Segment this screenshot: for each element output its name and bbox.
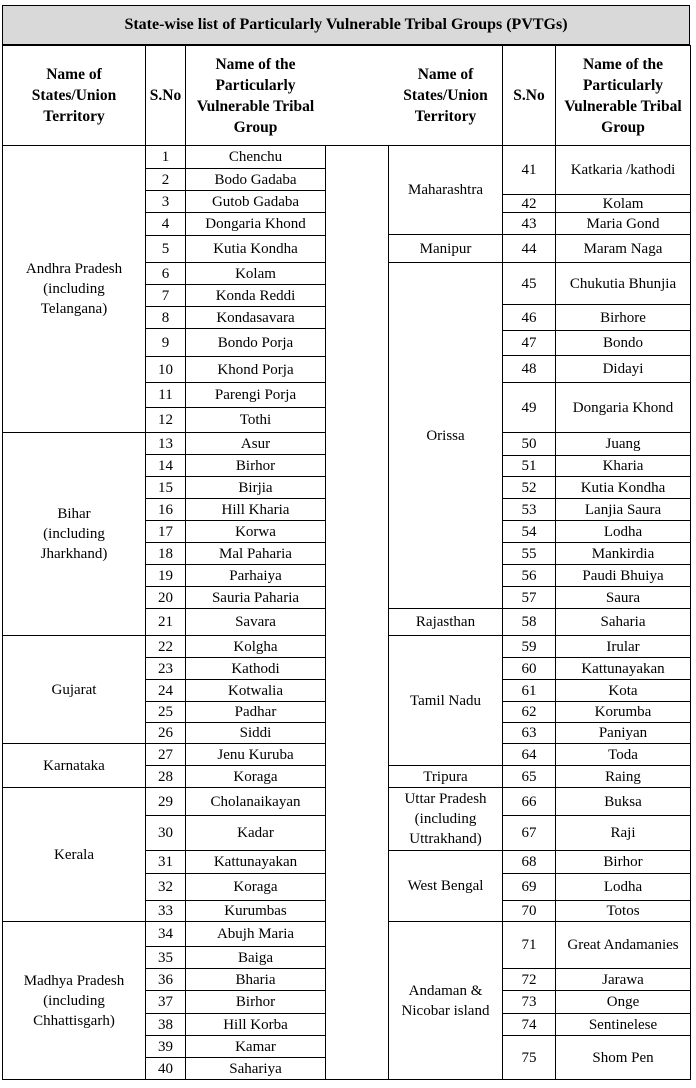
serial-number: 54 [502, 520, 556, 543]
tribal-group-name: Buksa [555, 787, 691, 816]
right-state-name: Manipur [388, 234, 503, 263]
serial-number: 19 [145, 564, 186, 587]
serial-number: 7 [145, 284, 186, 307]
serial-number: 23 [145, 657, 186, 680]
tribal-group-name: Kurumbas [185, 900, 326, 922]
serial-number: 39 [145, 1035, 186, 1058]
serial-number: 29 [145, 787, 186, 816]
serial-number: 12 [145, 407, 186, 433]
tribal-group-name: Birhor [555, 850, 691, 874]
tribal-group-name: Kutia Kondha [555, 476, 691, 499]
tribal-group-name: Paudi Bhuiya [555, 564, 691, 587]
tribal-group-name: Koraga [185, 765, 326, 788]
serial-number: 13 [145, 432, 186, 455]
tribal-group-name: Birjia [185, 476, 326, 499]
tribal-group-name: Lodha [555, 873, 691, 901]
tribal-group-name: Asur [185, 432, 326, 455]
serial-number: 10 [145, 356, 186, 383]
tribal-group-name: Kadar [185, 815, 326, 851]
right-state-name: Rajasthan [388, 608, 503, 636]
left-state-name: Madhya Pradesh (including Chhattisgarh) [2, 921, 146, 1080]
serial-number: 42 [502, 194, 556, 213]
tribal-group-name: Kota [555, 679, 691, 702]
left-state-name: Bihar (including Jharkhand) [2, 432, 146, 636]
serial-number: 47 [502, 330, 556, 356]
serial-number: 25 [145, 701, 186, 723]
tribal-group-name: Saharia [555, 608, 691, 636]
tribal-group-name: Maram Naga [555, 234, 691, 263]
serial-number: 32 [145, 873, 186, 901]
serial-number: 30 [145, 815, 186, 851]
serial-number: 21 [145, 608, 186, 636]
serial-number: 3 [145, 190, 186, 213]
serial-number: 8 [145, 306, 186, 329]
tribal-group-name: Korumba [555, 701, 691, 723]
serial-number: 52 [502, 476, 556, 499]
tribal-group-name: Kamar [185, 1035, 326, 1058]
tribal-group-name: Jenu Kuruba [185, 743, 326, 766]
tribal-group-name: Sentinelese [555, 1013, 691, 1036]
serial-number: 51 [502, 455, 556, 477]
serial-number: 63 [502, 722, 556, 744]
serial-number: 62 [502, 701, 556, 723]
serial-number: 74 [502, 1013, 556, 1036]
tribal-group-name: Great Andamanies [555, 921, 691, 969]
tribal-group-name: Saura [555, 586, 691, 609]
serial-number: 40 [145, 1057, 186, 1080]
tribal-group-name: Lodha [555, 520, 691, 543]
serial-number: 31 [145, 850, 186, 874]
serial-number: 17 [145, 520, 186, 543]
right-state-name: Tripura [388, 765, 503, 788]
right-header-group: Name of the Particularly Vulnerable Tribal Group [555, 45, 691, 146]
tribal-group-name: Birhor [185, 990, 326, 1014]
tribal-group-name: Kathodi [185, 657, 326, 680]
serial-number: 48 [502, 355, 556, 383]
left-header-group: Name of the Particularly Vulnerable Tribal Group [185, 45, 326, 146]
serial-number: 58 [502, 608, 556, 636]
tribal-group-name: Kattunayakan [555, 657, 691, 680]
tribal-group-name: Katkaria /kathodi [555, 145, 691, 195]
tribal-group-name: Padhar [185, 701, 326, 723]
tribal-group-name: Kolam [185, 262, 326, 285]
tribal-group-name: Juang [555, 432, 691, 456]
serial-number: 49 [502, 382, 556, 433]
tribal-group-name: Abujh Maria [185, 921, 326, 947]
right-state-name: West Bengal [388, 850, 503, 922]
serial-number: 38 [145, 1013, 186, 1036]
right-header-state: Name of States/Union Territory [388, 45, 503, 146]
serial-number: 36 [145, 968, 186, 991]
tribal-group-name: Dongaria Khond [185, 212, 326, 236]
tribal-group-name: Toda [555, 743, 691, 766]
tribal-group-name: Bondo [555, 330, 691, 356]
tribal-group-name: Bondo Porja [185, 328, 326, 357]
tribal-group-name: Parengi Porja [185, 382, 326, 408]
serial-number: 28 [145, 765, 186, 788]
tribal-group-name: Koraga [185, 873, 326, 901]
right-state-name: Andaman & Nicobar island [388, 921, 503, 1080]
serial-number: 60 [502, 657, 556, 680]
serial-number: 72 [502, 968, 556, 991]
tribal-group-name: Paniyan [555, 722, 691, 744]
serial-number: 45 [502, 262, 556, 305]
tribal-group-name: Cholanaikayan [185, 787, 326, 816]
tribal-group-name: Mankirdia [555, 542, 691, 565]
tribal-group-name: Sahariya [185, 1057, 326, 1080]
serial-number: 33 [145, 900, 186, 922]
tribal-group-name: Raji [555, 815, 691, 851]
tribal-group-name: Shom Pen [555, 1035, 691, 1080]
serial-number: 59 [502, 635, 556, 658]
tribal-group-name: Chukutia Bhunjia [555, 262, 691, 305]
serial-number: 2 [145, 168, 186, 191]
tribal-group-name: Chenchu [185, 145, 326, 169]
tribal-group-name: Bharia [185, 968, 326, 991]
serial-number: 69 [502, 873, 556, 901]
tribal-group-name: Bodo Gadaba [185, 168, 326, 191]
right-state-name: Maharashtra [388, 145, 503, 235]
gap-header [325, 45, 389, 146]
tribal-group-name: Tothi [185, 407, 326, 433]
tribal-group-name: Kondasavara [185, 306, 326, 329]
tribal-group-name: Sauria Paharia [185, 586, 326, 609]
serial-number: 37 [145, 990, 186, 1014]
serial-number: 35 [145, 946, 186, 969]
tribal-group-name: Kotwalia [185, 679, 326, 702]
tribal-group-name: Totos [555, 900, 691, 922]
tribal-group-name: Kolgha [185, 635, 326, 658]
gap-body [325, 145, 389, 1080]
right-state-name: Orissa [388, 262, 503, 609]
serial-number: 53 [502, 498, 556, 521]
tribal-group-name: Hill Kharia [185, 498, 326, 521]
serial-number: 55 [502, 542, 556, 565]
left-state-name: Andhra Pradesh (including Telangana) [2, 145, 146, 433]
tribal-group-name: Maria Gond [555, 212, 691, 235]
tribal-group-name: Konda Reddi [185, 284, 326, 307]
tribal-group-name: Onge [555, 990, 691, 1014]
serial-number: 66 [502, 787, 556, 816]
tribal-group-name: Parhaiya [185, 564, 326, 587]
serial-number: 18 [145, 542, 186, 565]
serial-number: 61 [502, 679, 556, 702]
tribal-group-name: Raing [555, 765, 691, 788]
serial-number: 73 [502, 990, 556, 1014]
serial-number: 15 [145, 476, 186, 499]
tribal-group-name: Savara [185, 608, 326, 636]
left-header-sno: S.No [145, 45, 186, 146]
serial-number: 1 [145, 145, 186, 169]
serial-number: 14 [145, 454, 186, 477]
serial-number: 9 [145, 328, 186, 357]
serial-number: 24 [145, 679, 186, 702]
serial-number: 50 [502, 432, 556, 456]
serial-number: 6 [145, 262, 186, 285]
serial-number: 22 [145, 635, 186, 658]
tribal-group-name: Jarawa [555, 968, 691, 991]
tribal-group-name: Kolam [555, 194, 691, 213]
tribal-group-name: Dongaria Khond [555, 382, 691, 433]
serial-number: 44 [502, 234, 556, 263]
serial-number: 68 [502, 850, 556, 874]
serial-number: 71 [502, 921, 556, 969]
tribal-group-name: Kharia [555, 455, 691, 477]
tribal-group-name: Khond Porja [185, 356, 326, 383]
serial-number: 34 [145, 921, 186, 947]
serial-number: 20 [145, 586, 186, 609]
serial-number: 5 [145, 235, 186, 263]
serial-number: 26 [145, 722, 186, 744]
table-title: State-wise list of Particularly Vulnerable Tribal Groups (PVTGs) [2, 5, 690, 45]
serial-number: 16 [145, 498, 186, 521]
serial-number: 67 [502, 815, 556, 851]
serial-number: 43 [502, 212, 556, 235]
serial-number: 56 [502, 564, 556, 587]
left-state-name: Karnataka [2, 743, 146, 788]
tribal-group-name: Baiga [185, 946, 326, 969]
right-state-name: Uttar Pradesh (including Uttrakhand) [388, 787, 503, 851]
serial-number: 75 [502, 1035, 556, 1080]
tribal-group-name: Lanjia Saura [555, 498, 691, 521]
tribal-group-name: Irular [555, 635, 691, 658]
tribal-group-name: Mal Paharia [185, 542, 326, 565]
left-state-name: Gujarat [2, 635, 146, 744]
tribal-group-name: Kattunayakan [185, 850, 326, 874]
serial-number: 46 [502, 304, 556, 331]
tribal-group-name: Didayi [555, 355, 691, 383]
serial-number: 70 [502, 900, 556, 922]
serial-number: 64 [502, 743, 556, 766]
serial-number: 57 [502, 586, 556, 609]
left-header-state: Name of States/Union Territory [2, 45, 146, 146]
right-state-name: Tamil Nadu [388, 635, 503, 766]
serial-number: 65 [502, 765, 556, 788]
tribal-group-name: Hill Korba [185, 1013, 326, 1036]
right-header-sno: S.No [502, 45, 556, 146]
tribal-group-name: Birhore [555, 304, 691, 331]
left-state-name: Kerala [2, 787, 146, 922]
serial-number: 41 [502, 145, 556, 195]
tribal-group-name: Korwa [185, 520, 326, 543]
tribal-group-name: Gutob Gadaba [185, 190, 326, 213]
tribal-group-name: Kutia Kondha [185, 235, 326, 263]
serial-number: 4 [145, 212, 186, 236]
serial-number: 27 [145, 743, 186, 766]
tribal-group-name: Siddi [185, 722, 326, 744]
tribal-group-name: Birhor [185, 454, 326, 477]
serial-number: 11 [145, 382, 186, 408]
